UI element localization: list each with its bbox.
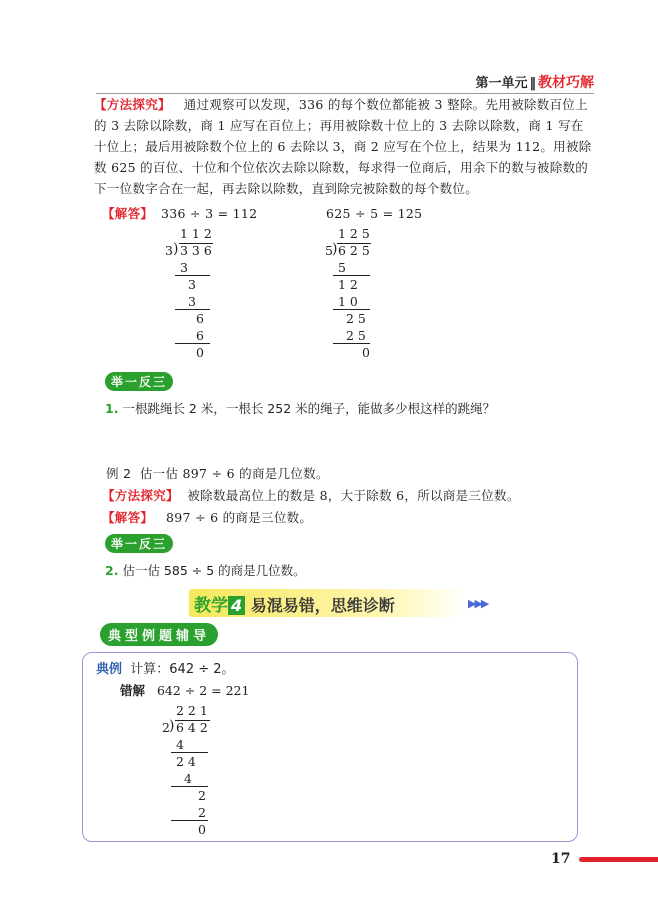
banner-number: 4 (228, 596, 245, 615)
running-header (475, 72, 594, 92)
equation-336: 336 ÷ 3 = 112 (161, 206, 258, 221)
topic-label: 教材巧解 (538, 75, 594, 91)
division-bracket: ) (332, 241, 338, 257)
question-number: 1. (105, 401, 119, 416)
quotient: 1 2 5 (338, 226, 370, 241)
step-rule (171, 752, 208, 753)
question-text: 一根跳绳长 2 米，一根长 252 米的绳子，能做多少根这样的跳绳？ (122, 401, 496, 416)
step: 2 (198, 788, 206, 803)
practice-badge-2: 举一反三 (105, 533, 173, 553)
method-text: 通过观察可以发现，336 的每个数位都能被 3 整除。先用被除数百位上的 3 去除以除数，商 1 应写在百位上；再用被除数十位上的 3 去除以除数，商 1 写在十位上；最后用被除数个位上的 6 去除以 3，商 2 应写在个位上，结果为 112。用被除数 625 的百位、十位和个位依次去除以除数，每求得一位商后，用余下的数与被除数的下一位数字合在一起，再去除以除数，直到除完被除数的每个数位。 (94, 97, 592, 196)
step: 2 (198, 805, 206, 820)
division-bracket: ) (173, 241, 179, 257)
step: 2 4 (176, 754, 196, 769)
example-2-answer: 【解答】 897 ÷ 6 的商是三位数。 (102, 510, 313, 525)
page-number: 17 (551, 851, 571, 867)
question-number: 2. (105, 563, 119, 578)
header-separator: ‖ (529, 76, 536, 91)
page-accent-bar (579, 857, 658, 862)
example-label: 例 2 (106, 466, 132, 481)
step: 2 5 (346, 328, 366, 343)
remainder: 0 (362, 345, 370, 360)
unit-label: 第一单元 (475, 76, 528, 91)
step: 3 (188, 277, 196, 292)
step-rule (175, 309, 210, 310)
question-text: 估一估 585 ÷ 5 的商是几位数。 (122, 563, 306, 578)
banner-prefix: 教学 (194, 596, 228, 616)
step-rule (175, 275, 210, 276)
answer-tag: 【解答】 (102, 206, 154, 221)
quotient: 2 2 1 (176, 703, 208, 718)
step-rule (171, 820, 208, 821)
section-banner (194, 591, 395, 616)
step: 5 (338, 260, 346, 275)
wrong-equation: 642 ÷ 2 = 221 (156, 683, 250, 698)
step: 4 (176, 737, 184, 752)
division-bracket: ) (169, 718, 175, 734)
divisor: 3 (165, 243, 173, 258)
example-2-method: 【方法探究】 被除数最高位上的数是 8，大于除数 6，所以商是三位数。 (102, 488, 520, 503)
method-paragraph-1 (94, 94, 592, 199)
typical-label: 典例 (96, 662, 123, 677)
remainder: 0 (198, 822, 206, 837)
step-rule (333, 309, 370, 310)
wrong-label: 错解 (120, 683, 146, 698)
practice-question-1 (105, 399, 495, 417)
dividend: 6 2 5 (338, 243, 370, 258)
step: 1 0 (338, 294, 358, 309)
step: 6 (196, 311, 204, 326)
wrong-solution (120, 681, 249, 699)
dividend: 3 3 6 (180, 243, 212, 258)
step: 3 (188, 294, 196, 309)
step-rule (333, 275, 370, 276)
example-question-text: 估一估 897 ÷ 6 的商是几位数。 (139, 466, 329, 481)
section-tag: 典型例题辅导 (100, 623, 218, 646)
step: 3 (180, 260, 188, 275)
step-rule (175, 343, 210, 344)
answer-line-1 (102, 203, 153, 224)
typical-question-text: 计算：642 ÷ 2。 (130, 662, 235, 677)
step: 2 5 (346, 311, 366, 326)
typical-question (96, 658, 235, 677)
practice-badge-1: 举一反三 (105, 371, 173, 391)
divisor: 5 (325, 243, 333, 258)
example-2-question (106, 463, 329, 484)
step: 6 (196, 328, 204, 343)
banner-title: 易混易错，思维诊断 (250, 596, 395, 615)
dividend: 6 4 2 (176, 720, 208, 735)
quotient: 1 1 2 (180, 226, 212, 241)
step-rule (333, 343, 370, 344)
remainder: 0 (196, 345, 204, 360)
practice-question-2 (105, 561, 306, 579)
arrows-icon: ▶▶▶ (468, 597, 488, 610)
step: 1 2 (338, 277, 358, 292)
step-rule (171, 786, 208, 787)
divisor: 2 (162, 720, 170, 735)
equation-625: 625 ÷ 5 = 125 (326, 206, 423, 221)
method-tag: 【方法探究】 (94, 97, 171, 112)
step: 4 (184, 771, 192, 786)
